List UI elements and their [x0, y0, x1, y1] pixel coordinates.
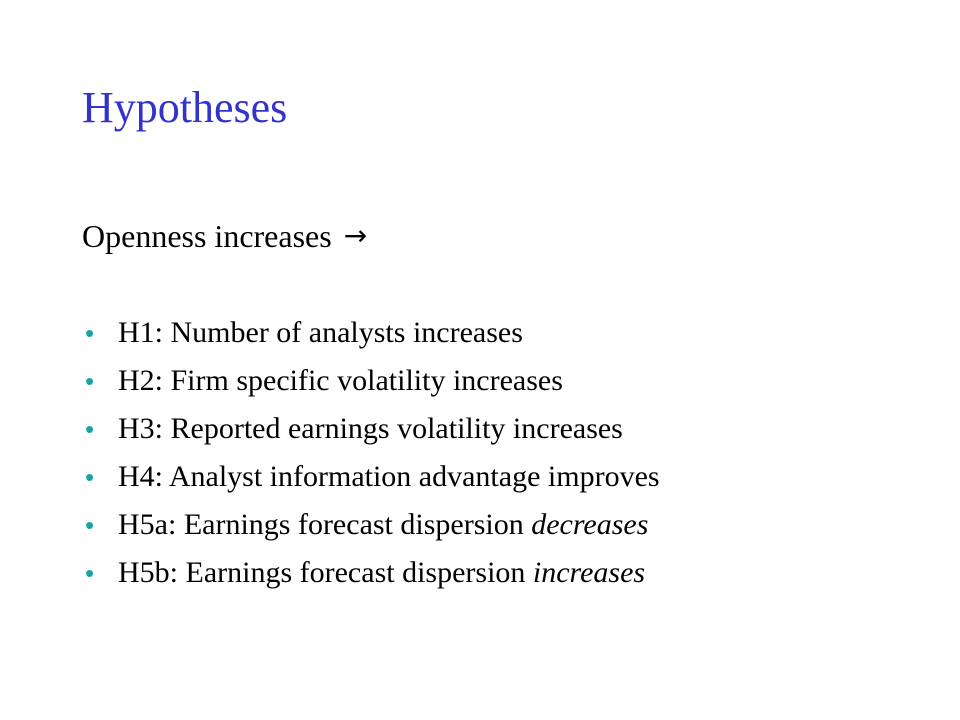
bullet-icon: • [85, 318, 95, 348]
bullet-icon: • [85, 366, 95, 396]
intro-text: Openness increases [82, 218, 332, 254]
hypothesis-text: H1: Number of analysts increases [118, 316, 523, 349]
hypothesis-text: H3: Reported earnings volatility increases [118, 412, 623, 445]
hypothesis-h1 [82, 313, 660, 361]
hypothesis-h3 [82, 409, 660, 457]
slide-title: Hypotheses [82, 83, 288, 132]
hypothesis-text: H4: Analyst information advantage improves [118, 460, 660, 493]
hypothesis-emphasis: decreases [531, 508, 649, 541]
hypothesis-h4 [82, 457, 660, 505]
bullet-icon: • [85, 510, 95, 540]
hypotheses-list [82, 313, 660, 601]
hypothesis-h5b [82, 553, 660, 601]
hypothesis-emphasis: increases [532, 556, 646, 589]
bullet-icon: • [85, 462, 95, 492]
bullet-icon: • [85, 558, 95, 588]
bullet-icon: • [85, 414, 95, 444]
hypothesis-text: H5a: Earnings forecast dispersion [118, 508, 532, 541]
right-arrow-icon: → [343, 219, 368, 252]
hypothesis-h2 [82, 361, 660, 409]
hypothesis-h5a [82, 505, 660, 553]
hypothesis-text: H5b: Earnings forecast dispersion [118, 556, 533, 589]
hypothesis-text: H2: Firm specific volatility increases [118, 364, 563, 397]
intro-line [82, 216, 367, 256]
